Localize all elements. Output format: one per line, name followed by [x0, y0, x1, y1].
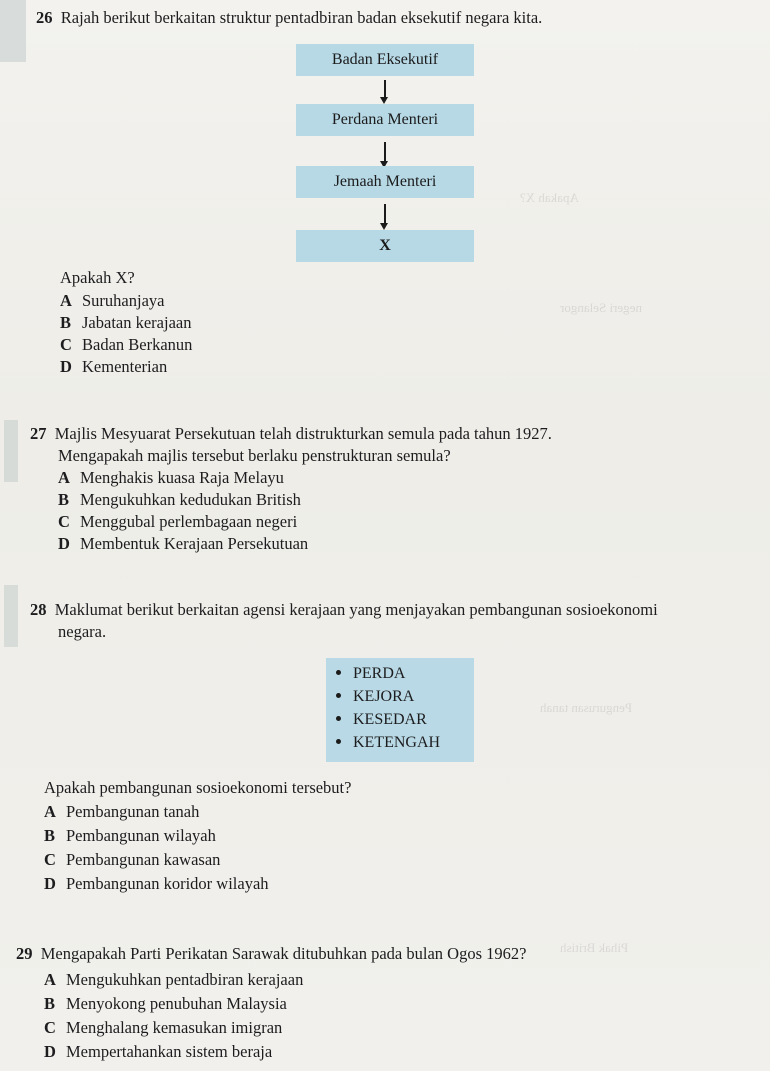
- question-29-stem: [16, 944, 526, 964]
- info-item: [336, 687, 414, 707]
- diagram-arrow: [384, 80, 386, 98]
- option-26-a[interactable]: [60, 291, 164, 311]
- margin-decoration: [4, 585, 18, 647]
- option-26-c[interactable]: [60, 335, 192, 355]
- option-letter: A: [44, 802, 56, 821]
- option-text: Menghakis kuasa Raja Melayu: [80, 468, 284, 487]
- info-item: [336, 733, 440, 753]
- option-text: Pembangunan tanah: [66, 802, 200, 821]
- option-text: Menyokong penubuhan Malaysia: [66, 994, 287, 1013]
- option-text: Menggubal perlembagaan negeri: [80, 512, 298, 531]
- info-item: [336, 710, 427, 730]
- question-28-question: Apakah pembangunan sosioekonomi tersebut?: [44, 778, 352, 797]
- option-28-b[interactable]: [44, 826, 216, 846]
- diagram-box-x: X: [296, 230, 474, 262]
- option-letter: A: [60, 291, 72, 310]
- info-item-text: KETENGAH: [353, 734, 441, 751]
- margin-decoration: [4, 420, 18, 482]
- question-stem-text: Majlis Mesyuarat Persekutuan telah distrukturkan semula pada tahun 1927.: [54, 424, 552, 443]
- option-27-d[interactable]: [58, 534, 308, 554]
- option-26-d[interactable]: [60, 357, 167, 377]
- option-letter: D: [44, 1042, 56, 1061]
- option-29-a[interactable]: [44, 970, 303, 990]
- option-text: Pembangunan wilayah: [66, 826, 216, 845]
- option-27-c[interactable]: [58, 512, 297, 532]
- option-letter: C: [44, 1018, 56, 1037]
- bleed-through-text: Pengurusan tanah: [540, 700, 633, 715]
- question-28-stem: [30, 600, 658, 620]
- option-letter: D: [58, 534, 70, 553]
- option-letter: D: [44, 874, 56, 893]
- option-letter: C: [44, 850, 56, 869]
- option-text: Pembangunan kawasan: [66, 850, 221, 869]
- option-text: Kementerian: [82, 357, 168, 376]
- question-stem-text: Mengapakah Parti Perikatan Sarawak ditubuhkan pada bulan Ogos 1962?: [40, 944, 527, 963]
- question-26-question: Apakah X?: [60, 268, 135, 287]
- option-26-b[interactable]: [60, 313, 191, 333]
- diagram-box-jemaah-menteri: Jemaah Menteri: [296, 166, 474, 198]
- bleed-through-text: negeri Selangor: [560, 300, 642, 315]
- option-letter: A: [58, 468, 70, 487]
- margin-decoration: [0, 0, 26, 62]
- bullet-icon: [336, 739, 341, 744]
- bleed-through-text: Pihak British: [560, 940, 629, 955]
- option-27-a[interactable]: [58, 468, 284, 488]
- diagram-arrow: [384, 142, 386, 162]
- option-28-d[interactable]: [44, 874, 269, 894]
- option-text: Badan Berkanun: [82, 335, 193, 354]
- diagram-arrow: [384, 204, 386, 224]
- option-text: Jabatan kerajaan: [82, 313, 192, 332]
- option-text: Pembangunan koridor wilayah: [66, 874, 269, 893]
- bleed-through-text: Apakah X?: [520, 190, 579, 205]
- question-stem-text: Rajah berikut berkaitan struktur pentadbiran badan eksekutif negara kita.: [60, 8, 543, 27]
- info-item-text: PERDA: [353, 665, 406, 682]
- option-27-b[interactable]: [58, 490, 301, 510]
- option-text: Mengukuhkan pentadbiran kerajaan: [66, 970, 304, 989]
- option-letter: B: [44, 994, 56, 1013]
- question-number: 27: [30, 424, 47, 443]
- option-letter: C: [58, 512, 70, 531]
- info-box-agencies: [326, 658, 474, 762]
- question-26-stem: [36, 8, 542, 28]
- option-28-c[interactable]: [44, 850, 220, 870]
- option-letter: B: [44, 826, 56, 845]
- question-stem-text: Maklumat berikut berkaitan agensi kerajaan yang menjayakan pembangunan sosioekonomi: [54, 600, 658, 619]
- info-item: [336, 664, 405, 684]
- option-letter: B: [60, 313, 72, 332]
- option-letter: D: [60, 357, 72, 376]
- option-29-b[interactable]: [44, 994, 287, 1014]
- bullet-icon: [336, 716, 341, 721]
- question-28-stem-line2: negara.: [58, 622, 107, 641]
- option-text: Menghalang kemasukan imigran: [66, 1018, 283, 1037]
- diagram-box-perdana-menteri: Perdana Menteri: [296, 104, 474, 136]
- option-letter: A: [44, 970, 56, 989]
- info-item-text: KEJORA: [353, 688, 415, 705]
- info-item-text: KESEDAR: [353, 711, 427, 728]
- option-text: Mempertahankan sistem beraja: [66, 1042, 273, 1061]
- bullet-icon: [336, 670, 341, 675]
- option-letter: C: [60, 335, 72, 354]
- question-number: 29: [16, 944, 33, 963]
- diagram-box-badan-eksekutif: Badan Eksekutif: [296, 44, 474, 76]
- option-text: Membentuk Kerajaan Persekutuan: [80, 534, 309, 553]
- bullet-icon: [336, 693, 341, 698]
- question-number: 26: [36, 8, 53, 27]
- option-text: Suruhanjaya: [82, 291, 165, 310]
- option-letter: B: [58, 490, 70, 509]
- option-28-a[interactable]: [44, 802, 199, 822]
- question-27-question: Mengapakah majlis tersebut berlaku penstrukturan semula?: [58, 446, 451, 465]
- question-27-stem: [30, 424, 552, 444]
- option-29-c[interactable]: [44, 1018, 282, 1038]
- option-29-d[interactable]: [44, 1042, 272, 1062]
- question-number: 28: [30, 600, 47, 619]
- option-text: Mengukuhkan kedudukan British: [80, 490, 301, 509]
